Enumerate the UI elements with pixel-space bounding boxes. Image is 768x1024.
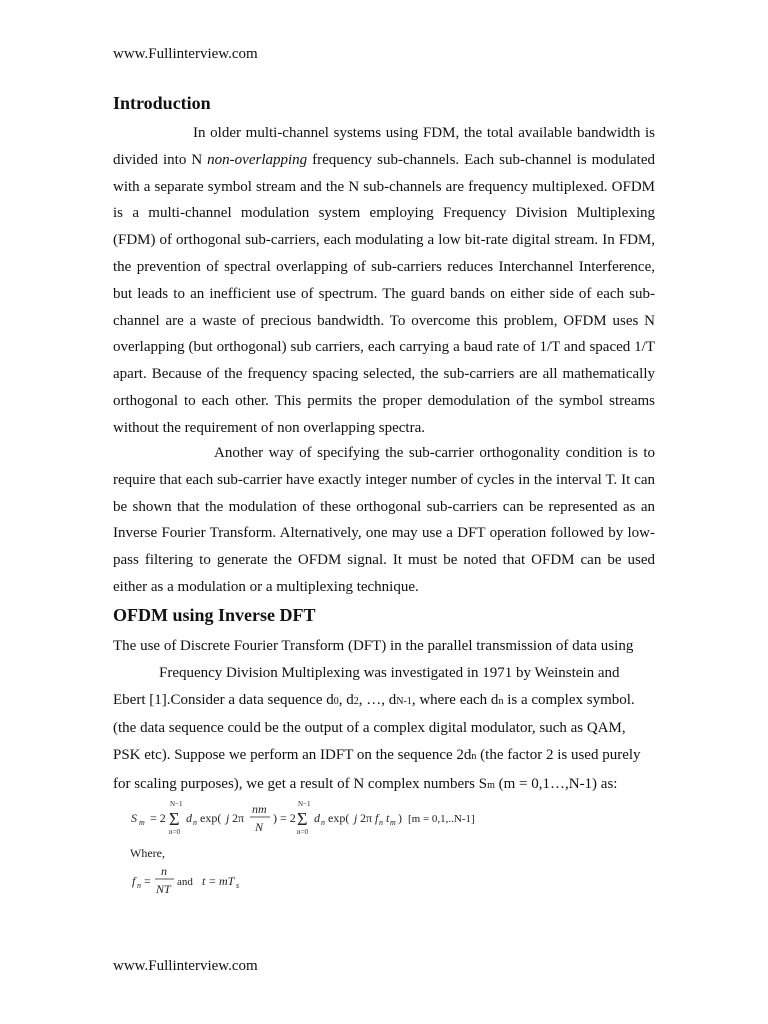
svg-text:d: d — [314, 811, 320, 825]
svg-text:n: n — [137, 881, 141, 890]
svg-text:N−1: N−1 — [170, 800, 183, 808]
svg-text:f: f — [132, 874, 136, 888]
svg-text:NT: NT — [156, 882, 171, 896]
svg-text:exp(: exp( — [200, 811, 222, 825]
footer-url: www.Fullinterview.com — [113, 958, 258, 974]
svg-text:m: m — [139, 818, 145, 827]
p1-text-1: In older multi-channel systems using FDM, the total available bandwidth is divided into N — [113, 125, 655, 168]
ofdm-line-2: Frequency Division Multiplexing was investigated in 1971 by Weinstein and — [159, 664, 620, 681]
introduction-paragraph-2: Another way of specifying the sub-carrier orthogonality condition is to require that each sub-carrier have exactly integer number of cycles in the interval T. It can be shown that the modulation of these orthogonal sub-carriers can be represented as an Inverse Fourier Transform. Alternatively, one may use a DFT operation followed by low-pass filtering to generate the OFDM signal. It must be noted that OFDM can be used either as a modulation or a multiplexing technique. — [113, 445, 655, 595]
svg-text:n: n — [379, 818, 383, 827]
svg-text:d: d — [186, 811, 192, 825]
svg-text:n=0: n=0 — [169, 828, 180, 836]
svg-text:= 2: = 2 — [150, 811, 166, 825]
p1-italic: non-overlapping — [207, 151, 308, 168]
svg-text:2π: 2π — [232, 811, 245, 825]
ofdm-line-3: Ebert [1].Consider a data sequence d0, d2, …, dN-1, where each dn is a complex symbol. — [113, 691, 635, 708]
where-label: Where, — [130, 846, 165, 860]
introduction-heading: Introduction — [113, 93, 211, 113]
idft-equation — [128, 798, 488, 838]
svg-text:n: n — [193, 818, 197, 827]
svg-text:=: = — [144, 874, 151, 888]
ofdm-line-5: PSK etc). Suppose we perform an IDFT on the sequence 2dn (the factor 2 is used purely — [113, 747, 641, 764]
svg-text:): ) — [398, 811, 402, 825]
ofdm-line-4: (the data sequence could be the output of a complex digital modulator, such as QAM, — [113, 720, 626, 737]
svg-text:s: s — [236, 881, 240, 890]
ofdm-line-1: The use of Discrete Fourier Transform (DFT) in the parallel transmission of data using — [113, 638, 634, 654]
svg-text:n=0: n=0 — [297, 828, 308, 836]
svg-text:N: N — [255, 820, 264, 834]
p1-text-2: frequency sub-channels. Each sub-channel is modulated with a separate symbol stream and the N sub-channels are frequency multiplexed. OFDM is a multi-channel modulation system employing Frequency Division Multiplexing (FDM) of orthogonal sub-carriers, each modulating a low bit-rate digital stream. In FDM, the prevention of spectral overlapping of sub-carriers reduces Interchannel Interference, but leads to an inefficient use of spectrum. The guard bands on either side of each sub-channel are a waste of precious bandwidth. To overcome this problem, OFDM uses N overlapping (but orthogonal) sub carriers, each carrying a baud rate of 1/T and spaced 1/T apart. Because of the frequency spacing selected, the sub-carriers are all mathematically orthogonal to each other. This permits the proper demodulation of the symbol streams without the requirement of non overlapping spectra. — [113, 151, 655, 436]
introduction-paragraph-1 — [113, 120, 655, 442]
svg-text:Σ: Σ — [169, 809, 180, 829]
svg-text:exp(: exp( — [328, 811, 350, 825]
frequency-equation — [128, 864, 268, 898]
ofdm-idft-heading: OFDM using Inverse DFT — [113, 605, 316, 625]
svg-text:m: m — [390, 818, 396, 827]
svg-text:S: S — [131, 811, 137, 825]
equation-range: [m = 0,1,..N-1] — [408, 813, 475, 825]
svg-text:N−1: N−1 — [298, 800, 311, 808]
svg-text:t: t — [386, 811, 390, 825]
svg-text:n: n — [161, 864, 167, 878]
and-label: and — [177, 876, 193, 888]
svg-text:f: f — [375, 811, 379, 825]
ofdm-line-6: for scaling purposes), we get a result of N complex numbers Sm (m = 0,1…,N-1) as: — [113, 775, 618, 792]
ofdm-idft-paragraph — [113, 633, 658, 800]
svg-text:2π: 2π — [360, 811, 373, 825]
svg-text:j: j — [354, 811, 358, 825]
svg-text:n: n — [321, 818, 325, 827]
svg-text:) = 2: ) = 2 — [273, 811, 296, 825]
svg-text:mT: mT — [219, 874, 235, 888]
svg-text:Σ: Σ — [297, 809, 308, 829]
svg-text:=: = — [209, 874, 216, 888]
svg-text:t: t — [202, 874, 206, 888]
svg-text:nm: nm — [252, 802, 267, 816]
header-url: www.Fullinterview.com — [113, 46, 258, 62]
svg-text:j: j — [226, 811, 230, 825]
